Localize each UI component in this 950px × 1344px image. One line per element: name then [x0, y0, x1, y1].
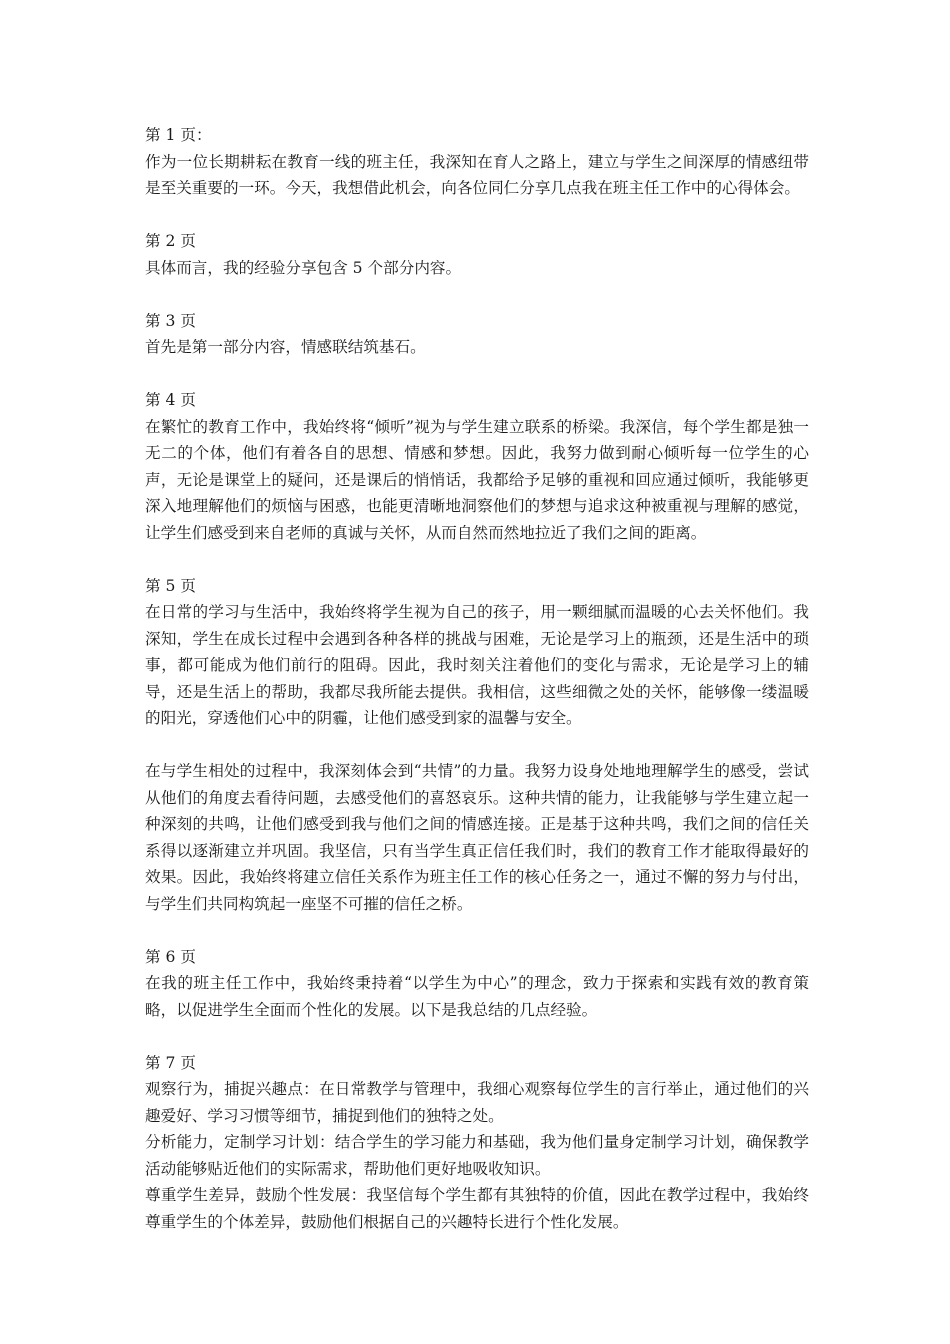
section-heading: 第 6 页: [145, 947, 197, 966]
section-paragraph: 观察行为，捕捉兴趣点：在日常教学与管理中，我细心观察每位学生的言行举止，通过他们的兴趣爱好、学习习惯等细节，捕捉到他们的独特之处。: [145, 1080, 809, 1125]
section-paragraph: 作为一位长期耕耘在教育一线的班主任，我深知在育人之路上，建立与学生之间深厚的情感纽带是至关重要的一环。今天，我想借此机会，向各位同仁分享几点我在班主任工作中的心得体会。: [145, 152, 809, 197]
section-page-6: [145, 944, 809, 1024]
document-page: [145, 122, 809, 1262]
section-page-1: [145, 122, 809, 202]
section-paragraph: 具体而言，我的经验分享包含 5 个部分内容。: [145, 258, 462, 277]
section-paragraph: 首先是第一部分内容，情感联结筑基石。: [145, 338, 426, 356]
section-heading: 第 5 页: [145, 576, 197, 595]
section-paragraph: 在与学生相处的过程中，我深刻体会到“共情”的力量。我努力设身处地地理解学生的感受，尝试从他们的角度去看待问题，去感受他们的喜怒哀乐。这种共情的能力，让我能够与学生建立起一种深刻的共鸣，让他们感受到我与他们之间的情感连接。正是基于这种共鸣，我们之间的信任关系得以逐渐建立并巩固。我坚信，只有当学生真正信任我们时，我们的教育工作才能取得最好的效果。因此，我始终将建立信任关系作为班主任工作的核心任务之一，通过不懈的努力与付出，与学生们共同构筑起一座坚不可摧的信任之桥。: [145, 762, 809, 913]
section-paragraph: 尊重学生差异，鼓励个性发展：我坚信每个学生都有其独特的价值，因此在教学过程中，我始终尊重学生的个体差异，鼓励他们根据自己的兴趣特长进行个性化发展。: [145, 1186, 809, 1231]
section-heading: 第 1 页：: [145, 126, 212, 144]
section-heading: 第 7 页: [145, 1053, 197, 1072]
section-heading: 第 2 页: [145, 232, 197, 250]
section-page-4: [145, 387, 809, 546]
section-paragraph: 分析能力，定制学习计划：结合学生的学习能力和基础，我为他们量身定制学习计划，确保教学活动能够贴近他们的实际需求，帮助他们更好地吸收知识。: [145, 1133, 809, 1178]
section-page-2: [145, 228, 809, 281]
section-paragraph: 在繁忙的教育工作中，我始终将“倾听”视为与学生建立联系的桥梁。我深信，每个学生都是独一无二的个体，他们有着各自的思想、情感和梦想。因此，我努力做到耐心倾听每一位学生的心声，无论是课堂上的疑问，还是课后的悄悄话，我都给予足够的重视和回应通过倾听，我能够更深入地理解他们的烦恼与困惑，也能更清晰地洞察他们的梦想与追求这种被重视与理解的感觉，让学生们感受到来自老师的真诚与关怀，从而自然而然地拉近了我们之间的距离。: [145, 417, 809, 542]
section-heading: 第 4 页: [145, 391, 197, 409]
section-paragraph: 在我的班主任工作中，我始终秉持着“以学生为中心”的理念，致力于探索和实践有效的教育策略，以促进学生全面而个性化的发展。以下是我总结的几点经验。: [145, 974, 809, 1019]
section-paragraph: 在日常的学习与生活中，我始终将学生视为自己的孩子，用一颗细腻而温暖的心去关怀他们。我深知，学生在成长过程中会遇到各种各样的挑战与困难，无论是学习上的瓶颈，还是生活中的琐事，都可能成为他们前行的阻碍。因此，我时刻关注着他们的变化与需求，无论是学习上的辅导，还是生活上的帮助，我都尽我所能去提供。我相信，这些细微之处的关怀，能够像一缕温暖的阳光，穿透他们心中的阴霾，让他们感受到家的温馨与安全。: [145, 603, 809, 727]
section-empathy: [145, 758, 809, 917]
section-page-5: [145, 573, 809, 732]
section-page-3: [145, 308, 809, 361]
section-page-7: [145, 1050, 809, 1236]
section-heading: 第 3 页: [145, 311, 197, 330]
